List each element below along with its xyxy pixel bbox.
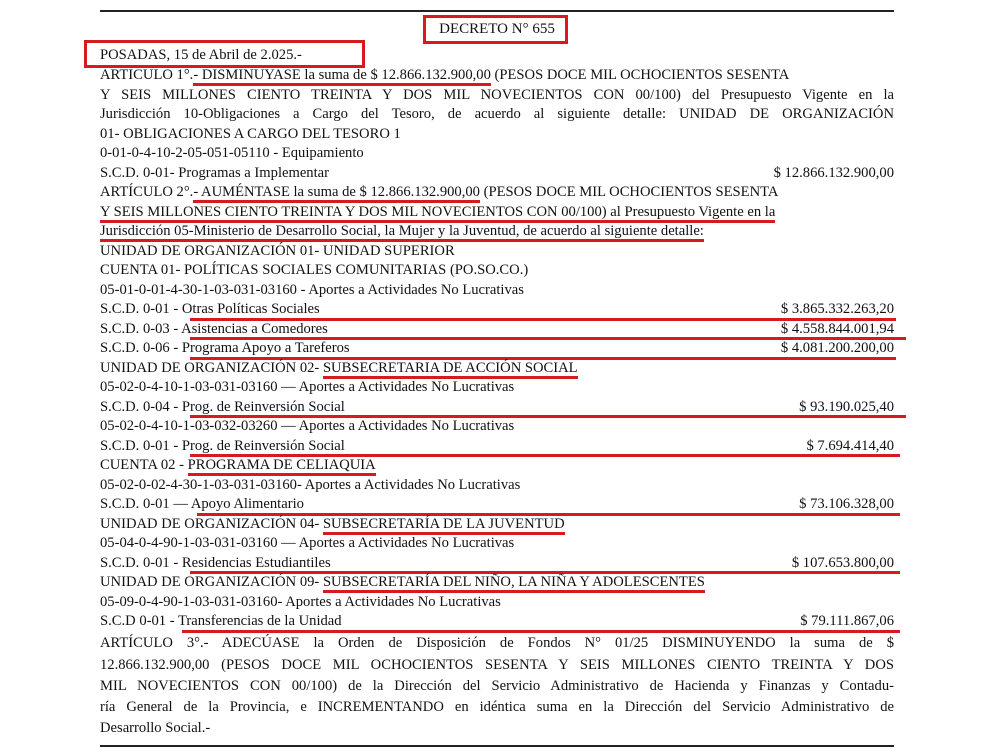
- art2-presupuesto-highlight: al Presupuesto Vigente en la: [607, 204, 776, 223]
- cuenta-02-code: 05-02-0-02-4-30-1-03-031-03160- Aportes a Actividades No Lucrativas: [100, 477, 521, 493]
- art1-label: ARTICULO 1°.: [100, 67, 194, 83]
- art2-line-3: [100, 222, 894, 242]
- unit-02-code-1: 05-02-0-4-10-1-03-031-03160 — Aportes a Actividades No Lucrativas: [100, 379, 515, 395]
- row-name: Asistencias a Comedores: [181, 321, 328, 337]
- place-date: POSADAS, 15 de Abril de 2.025.-: [100, 47, 302, 63]
- unit-04-label: UNIDAD DE ORGANIZACIÓN 04-: [100, 516, 323, 532]
- row-prefix: S.C.D. 0-01 -: [100, 555, 182, 571]
- row-name: Transferencias de la Unidad: [177, 613, 342, 629]
- unit-09-name: SUBSECRETARÍA DEL NIÑO, LA NIÑA Y ADOLESCENTES: [323, 574, 705, 593]
- row-amount: $ 73.106.328,00: [799, 496, 894, 512]
- row-amount: $ 4.081.200.200,00: [780, 340, 894, 356]
- unit-02-name: SUBSECRETARIA DE ACCIÓN SOCIAL: [323, 360, 578, 379]
- row-otras-politicas: [100, 300, 894, 320]
- art1-line-4: 01- OBLIGACIONES A CARGO DEL TESORO 1: [100, 126, 401, 142]
- art1-line-1: [100, 66, 894, 86]
- row-amount: $ 3.865.332.263,20: [780, 301, 894, 317]
- row-prefix: S.C.D. 0-06 -: [100, 340, 182, 356]
- row-name: Otras Políticas Sociales: [181, 301, 320, 317]
- row-amount: $ 93.190.025,40: [799, 399, 894, 415]
- art2-line-2: [100, 203, 894, 223]
- unit-09-code: 05-09-0-4-90-1-03-031-03160- Aportes a Actividades No Lucrativas: [100, 594, 501, 610]
- unit-09-heading: [100, 573, 894, 593]
- row-prefix: S.C.D. 0-04 -: [100, 399, 182, 415]
- row-name: Apoyo Alimentario: [190, 496, 304, 512]
- row-amount: $ 4.558.844.001,94: [780, 321, 894, 337]
- cuenta-01-heading: CUENTA 01- POLÍTICAS SOCIALES COMUNITARIAS (PO.SO.CO.): [100, 262, 529, 278]
- unit-02-heading: [100, 359, 894, 379]
- art3-line-1: ARTÍCULO 3°.- ADECÚASE la Orden de Disposición de Fondos N° 01/25 DISMINUYENDO la suma de $: [100, 635, 894, 651]
- top-rule: [100, 10, 894, 12]
- unit-02-label: UNIDAD DE ORGANIZACIÓN 02-: [100, 360, 323, 376]
- bottom-rule: [100, 745, 894, 747]
- unit-09-label: UNIDAD DE ORGANIZACIÓN 09-: [100, 574, 323, 590]
- art2-jurisdiccion-highlight: Jurisdicción 05-Ministerio de Desarrollo Social, la Mujer y la Juventud, de acuerdo al siguiente detalle:: [100, 223, 704, 242]
- row-prefix: S.C.D. 0-03 -: [100, 321, 182, 337]
- art2-line-1: [100, 183, 894, 203]
- row-name: Prog. de Reinversión Social: [181, 399, 345, 415]
- row-transferencias: [100, 612, 894, 632]
- art2-label: ARTÍCULO 2°.: [100, 184, 194, 200]
- unit-04-heading: [100, 515, 894, 535]
- art1-scd-label: S.C.D. 0-01- Programas a Implementar: [100, 165, 329, 181]
- row-name: Programa Apoyo a Tareferos: [181, 340, 350, 356]
- unit-04-name: SUBSECRETARÍA DE LA JUVENTUD: [323, 516, 565, 535]
- cuenta-02-name: PROGRAMA DE CELIAQUIA: [188, 457, 376, 476]
- art1-text: (PESOS DOCE MIL OCHOCIENTOS SESENTA: [490, 67, 790, 83]
- row-apoyo-alimentario: [100, 495, 894, 515]
- row-prefix: S.C.D. 0-01 -: [100, 301, 182, 317]
- art2-text: (PESOS DOCE MIL OCHOCIENTOS SESENTA: [479, 184, 779, 200]
- row-prefix: S.C.D. 0-01 -: [100, 438, 182, 454]
- art1-line-5: 0-01-0-4-10-2-05-051-05110 - Equipamiento: [100, 145, 364, 161]
- row-prefix: S.C.D 0-01 -: [100, 613, 178, 629]
- decree-title: DECRETO N° 655: [439, 21, 555, 37]
- art2-amount-highlight: - AUMÉNTASE la suma de $ 12.866.132.900,00: [193, 184, 480, 203]
- cuenta-02-heading: [100, 456, 894, 476]
- art1-line-3: Jurisdicción 10-Obligaciones a Cargo del Tesoro, de acuerdo al siguiente detalle: UNIDAD DE ORGANIZACIÓN: [100, 106, 894, 122]
- art3-line-2: 12.866.132.900,00 (PESOS DOCE MIL OCHOCIENTOS SESENTA Y SEIS MILLONES CIENTO TREINTA Y DOS: [100, 657, 894, 673]
- row-amount: $ 7.694.414,40: [806, 438, 894, 454]
- row-amount: $ 79.111.867,06: [800, 613, 894, 629]
- cuenta-02-label: CUENTA 02 -: [100, 457, 188, 473]
- row-name: Residencias Estudiantiles: [181, 555, 331, 571]
- art3-line-5: Desarrollo Social.-: [100, 720, 211, 736]
- unit-02-code-2: 05-02-0-4-10-1-03-032-03260 — Aportes a Actividades No Lucrativas: [100, 418, 515, 434]
- cuenta-01-code: 05-01-0-01-4-30-1-03-031-03160 - Aportes a Actividades No Lucrativas: [100, 282, 524, 298]
- art2-words-highlight: Y SEIS MILLONES CIENTO TREINTA Y DOS MIL NOVECIENTOS CON 00/100): [100, 204, 607, 223]
- row-prefix: S.C.D. 0-01 —: [100, 496, 191, 512]
- art1-amount-highlight: - DISMINUYASE la suma de $ 12.866.132.900,00: [193, 67, 491, 86]
- row-amount: $ 107.653.800,00: [791, 555, 894, 571]
- underline-mark: [182, 630, 900, 633]
- art1-scd-amount: $ 12.866.132.900,00: [773, 165, 894, 181]
- row-apoyo-tareferos: [100, 339, 894, 359]
- unit-01-heading: UNIDAD DE ORGANIZACIÓN 01- UNIDAD SUPERIOR: [100, 243, 455, 259]
- art3-line-3: MIL NOVECIENTOS CON 00/100) de la Dirección del Servicio Administrativo de Hacienda y Finanzas y Contadu-: [100, 678, 894, 694]
- row-name: Prog. de Reinversión Social: [181, 438, 345, 454]
- art1-line-6: [100, 164, 894, 184]
- art1-line-2: Y SEIS MILLONES CIENTO TREINTA Y DOS MIL NOVECIENTOS CON 00/100) del Presupuesto Vigente en la: [100, 87, 894, 103]
- unit-04-code: 05-04-0-4-90-1-03-031-03160 — Aportes a Actividades No Lucrativas: [100, 535, 515, 551]
- art3-line-4: ría General de la Provincia, e INCREMENTANDO en idéntica suma en la Dirección del Servicio Administrativo de: [100, 699, 894, 715]
